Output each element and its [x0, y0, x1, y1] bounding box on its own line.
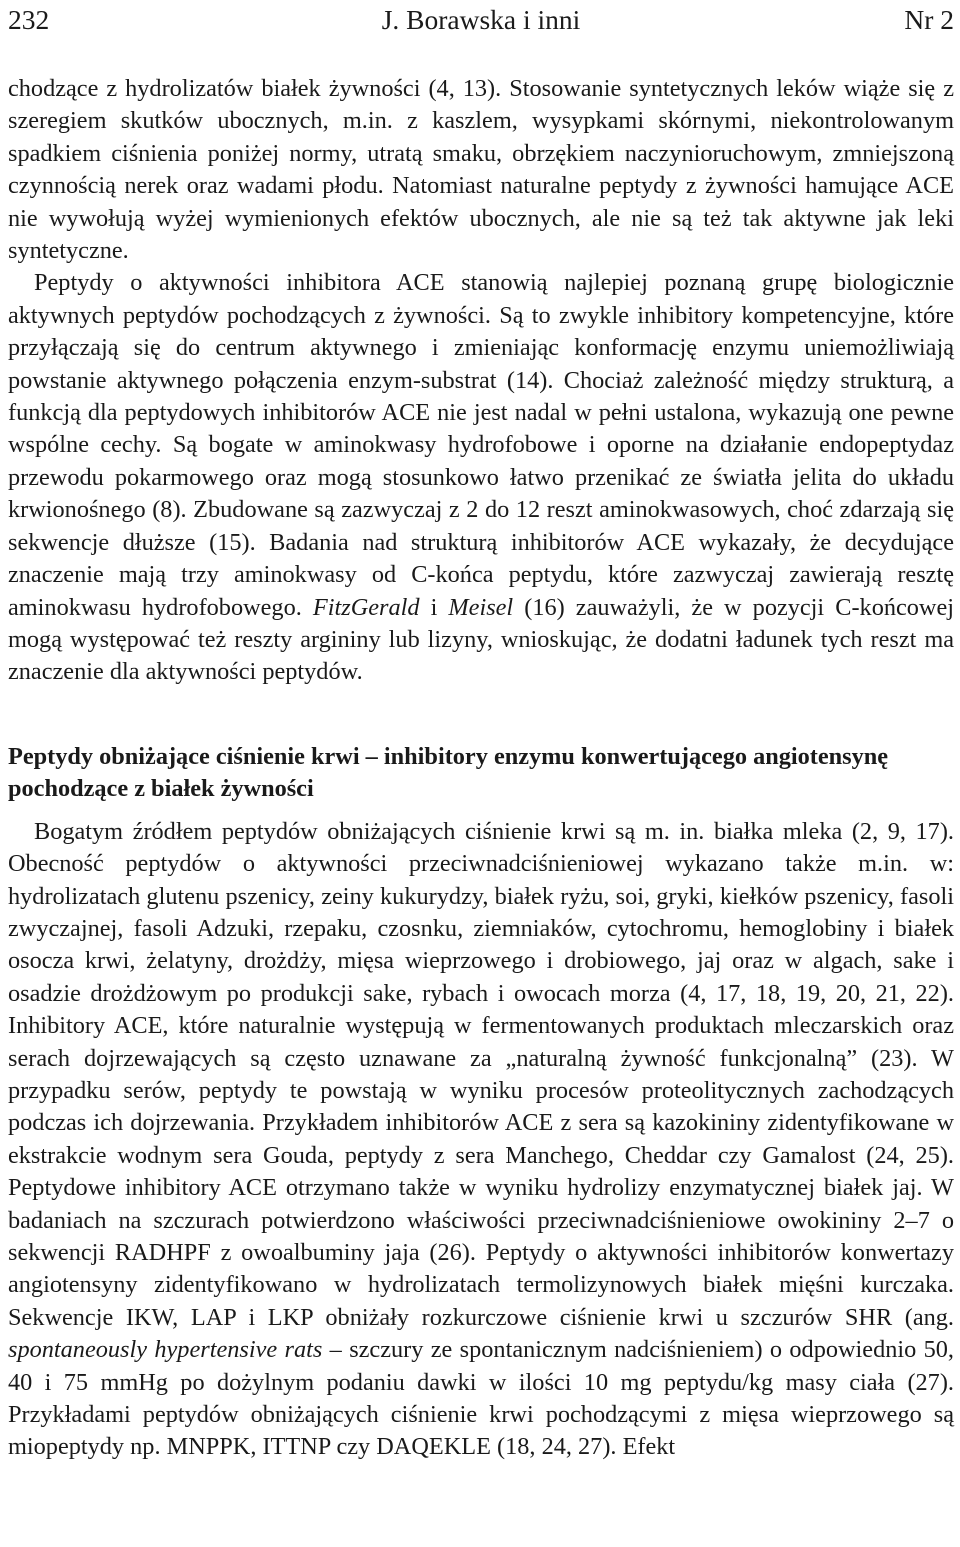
paragraph-text: (16) zauważyli, że w pozycji C-końcowej mogą występować też reszty argininy lub lizyny, wnioskując, że dodatni ładunek tych reszt ma znaczenie dla aktywności peptydów. [8, 593, 955, 686]
issue-number: Nr 2 [904, 4, 954, 35]
paragraph-text: Bogatym źródłem peptydów obniżających ciśnienie krwi są m. in. białka mleka (2, 9, 17). Obecność peptydów o aktywności przeciwnadciśnieniowej wykazano także m.in. w: hydrolizatach glutenu pszenicy, zeiny kukurydzy, białek ryżu, soi, gryki, kiełków pszenicy, fasoli zwyczajnej, fasoli Adzuki, rzepaku, czosnku, ziemniaków, cytochromu, hemoglobiny i białek osocza krwi, żelatyny, drożdży, mięsa wieprzowego i drobiowego, jaj oraz w algach, sake i osadzie drożdżowym po produkcji sake, rybach i owocach morza (4, 17, 18, 19, 20, 21, 22). Inhibitory ACE, które naturalnie występują w fermentowanych produktach mleczarskich oraz serach dojrzewających są często uznawane za „naturalną żywność funkcjonalną” (23). W przypadku serów, peptydy te powstają w wyniku procesów proteolitycznych zachodzących podczas ich dojrzewania. Przykładem inhibitorów ACE z sera są kazokininy zidentyfikowane w ekstrakcie wodnym sera Gouda, peptydy z sera Manchego, Cheddar czy Gamalost (24, 25). Peptydowe inhibitory ACE otrzymano także w wyniku hydrolizy enzymatycznej białek jaj. W badaniach na szczurach potwierdzono właściwości przeciwnadciśnieniowe owokininy 2–7 o sekwencji RADHPF z owoalbuminy jaja (26). Peptydy o aktywności inhibitorów konwertazy angiotensyny zidentyfikowano w hydrolizatach termolizynowych białek mięśni kurczaka. Sekwencje IKW, LAP i LKP obniżały rozkurczowe ciśnienie krwi u szczurów SHR (ang. [8, 817, 954, 1331]
paragraph-text: – szczury ze spontanicznym nadciśnieniem) o odpowiednio 50, 40 i 75 mmHg po dożylnym podaniu dawki w ilości 10 mg peptydu/kg masy ciała (27). Przykładami peptydów obniżających ciśnienie krwi pochodzącymi z mięsa wieprzowego są miopeptydy np. MNPPK, ITTNP czy DAQEKLE (18, 24, 27). Efekt [8, 1336, 954, 1461]
author-name: Meisel [448, 593, 514, 621]
page-number: 232 [8, 4, 50, 35]
paragraph-side-effects: chodzące z hydrolizatów białek żywności (4, 13). Stosowanie syntetycznych leków wiąże się z szeregiem skutków ubocznych, m.in. z kaszlem, wysypkami skórnymi, niekontrolowanym spadkiem ciśnienia poniżej normy, utratą smaku, obrzękiem naczynioruchowym, zmniejszoną czynnością nerek oraz wadami płodu. Natomiast naturalne peptydy z żywności hamujące ACE nie wywołują wyżej wymienionych efektów ubocznych, ale nie są też tak aktywne jak leki syntetyczne. [8, 75, 954, 265]
italic-term: spontaneously hypertensive rats [8, 1336, 323, 1364]
running-title: J. Borawska i inni [381, 4, 581, 35]
paragraph-ace-inhibitors [8, 267, 954, 688]
paragraph-food-sources [8, 816, 954, 1464]
section-heading: Peptydy obniżające ciśnienie krwi – inhibitory enzymu konwertującego angiotensynę pochodzące z białek żywności [8, 742, 889, 802]
paragraph-text: Peptydy o aktywności inhibitora ACE stanowią najlepiej poznaną grupę biologicznie aktywnych peptydów pochodzących z żywności. Są to zwykle inhibitory kompetencyjne, które przyłączają się do centrum aktywnego i zmieniając konformację enzymu uniemożliwiają powstanie aktywnego połączenia enzym-substrat (14). Chociaż zależność między strukturą, a funkcją dla peptydowych inhibitorów ACE nie jest nadal w pełni ustalona, wykazują one pewne wspólne cechy. Są bogate w aminokwasy hydrofobowe i oporne na działanie endopeptydaz przewodu pokarmowego oraz mogą stosunkowo łatwo przenikać ze światła jelita do układu krwionośnego (8). Zbudowane są zazwyczaj z 2 do 12 reszt aminokwasowych, choć zdarzają się sekwencje dłuższe (15). Badania nad strukturą inhibitorów ACE wykazały, że decydujące znaczenie mają trzy aminokwasy od C-końca peptydu, które zazwyczaj zawierają resztę aminokwasu hydrofobowego. [8, 269, 954, 621]
author-name: FitzGerald [312, 593, 420, 621]
page [8, 0, 954, 1464]
conjunction: i [419, 593, 449, 621]
running-head [8, 0, 954, 41]
